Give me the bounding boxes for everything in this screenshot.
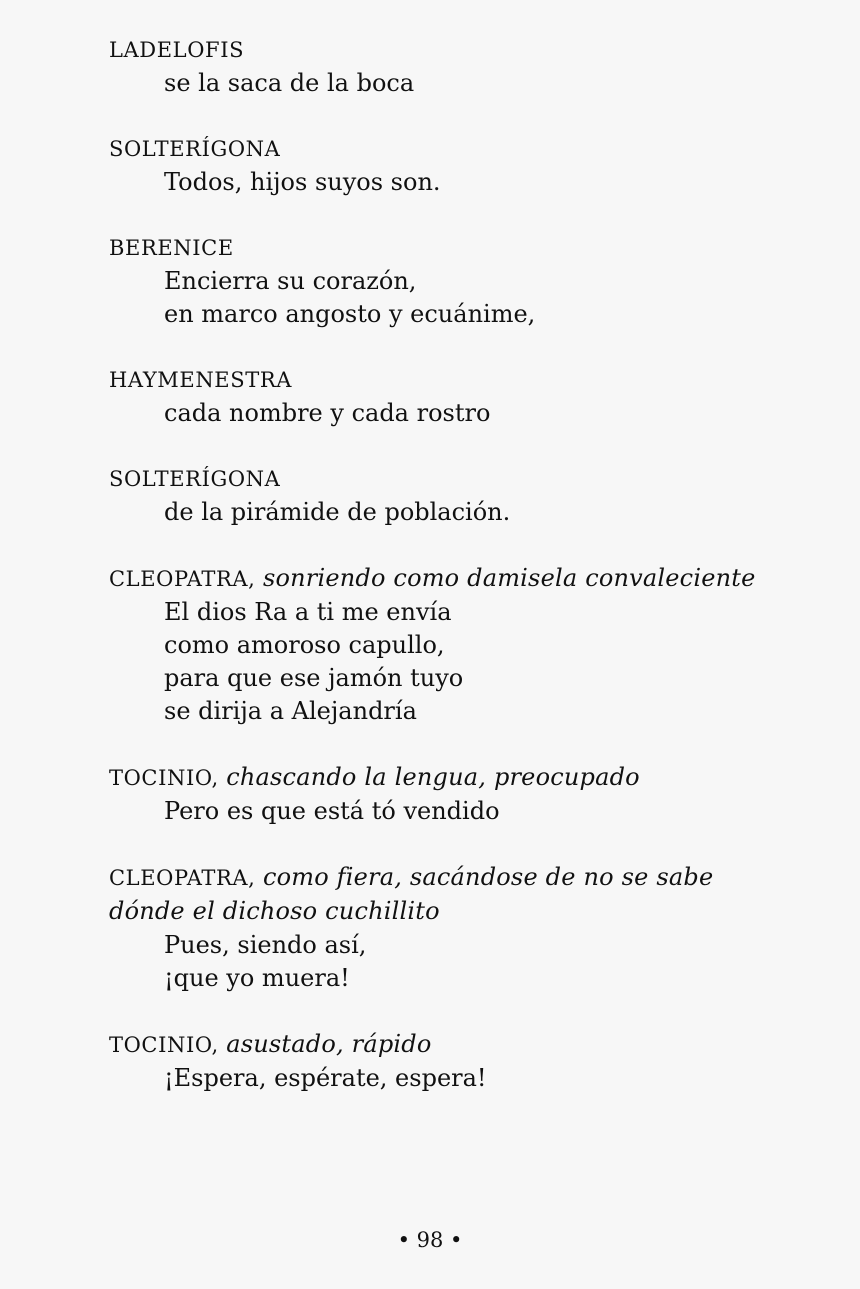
- verse-line: en marco angosto y ecuánime,: [164, 300, 536, 328]
- stage-direction: chascando la lengua, preocupado: [226, 763, 640, 791]
- verse-line: ¡que yo muera!: [164, 964, 350, 992]
- speaker-line: [109, 562, 789, 596]
- speaker-line: [109, 232, 789, 265]
- verse-line: se dirija a Alejandría: [164, 697, 417, 725]
- verse-line: Pero es que está tó vendido: [164, 797, 500, 825]
- page-number: • 98 •: [397, 1228, 463, 1252]
- verse-line: para que ese jamón tuyo: [164, 664, 464, 692]
- speaker-name: TOCINIO,: [109, 766, 219, 790]
- dialogue-block: [109, 364, 789, 430]
- verse-line: cada nombre y cada rostro: [164, 399, 491, 427]
- stage-direction: como fiera, sacándose de no se sabe dónde el dichoso cuchillito: [109, 863, 714, 925]
- dialogue-block: [109, 562, 789, 728]
- dialogue-text: [109, 34, 789, 1128]
- verse-line: se la saca de la boca: [164, 69, 415, 97]
- dialogue-block: [109, 34, 789, 100]
- speaker-name: HAYMENESTRA: [109, 368, 292, 392]
- speaker-line: [109, 133, 789, 166]
- dialogue-block: [109, 761, 789, 828]
- speaker-line: [109, 861, 789, 929]
- verse-line: Todos, hijos suyos son.: [164, 168, 441, 196]
- speaker-name: CLEOPATRA,: [109, 567, 256, 591]
- stage-direction: asustado, rápido: [226, 1030, 432, 1058]
- speaker-line: [109, 761, 789, 795]
- speaker-name: TOCINIO,: [109, 1033, 219, 1057]
- speaker-line: [109, 463, 789, 496]
- stage-direction: sonriendo como damisela convaleciente: [262, 564, 756, 592]
- verse-line: Encierra su corazón,: [164, 267, 417, 295]
- dialogue-block: [109, 133, 789, 199]
- dialogue-block: [109, 232, 789, 331]
- dialogue-block: [109, 861, 789, 995]
- verse-line: Pues, siendo así,: [164, 931, 367, 959]
- dialogue-block: [109, 1028, 789, 1095]
- speaker-name: BERENICE: [109, 236, 234, 260]
- dialogue-block: [109, 463, 789, 529]
- verse-line: como amoroso capullo,: [164, 631, 445, 659]
- verse-line: El dios Ra a ti me envía: [164, 598, 452, 626]
- speaker-line: [109, 34, 789, 67]
- speaker-line: [109, 1028, 789, 1062]
- verse-line: ¡Espera, espérate, espera!: [164, 1064, 487, 1092]
- speaker-name: SOLTERÍGONA: [109, 467, 281, 491]
- speaker-name: SOLTERÍGONA: [109, 137, 281, 161]
- verse-line: de la pirámide de población.: [164, 498, 511, 526]
- speaker-line: [109, 364, 789, 397]
- speaker-name: LADELOFIS: [109, 38, 245, 62]
- speaker-name: CLEOPATRA,: [109, 866, 256, 890]
